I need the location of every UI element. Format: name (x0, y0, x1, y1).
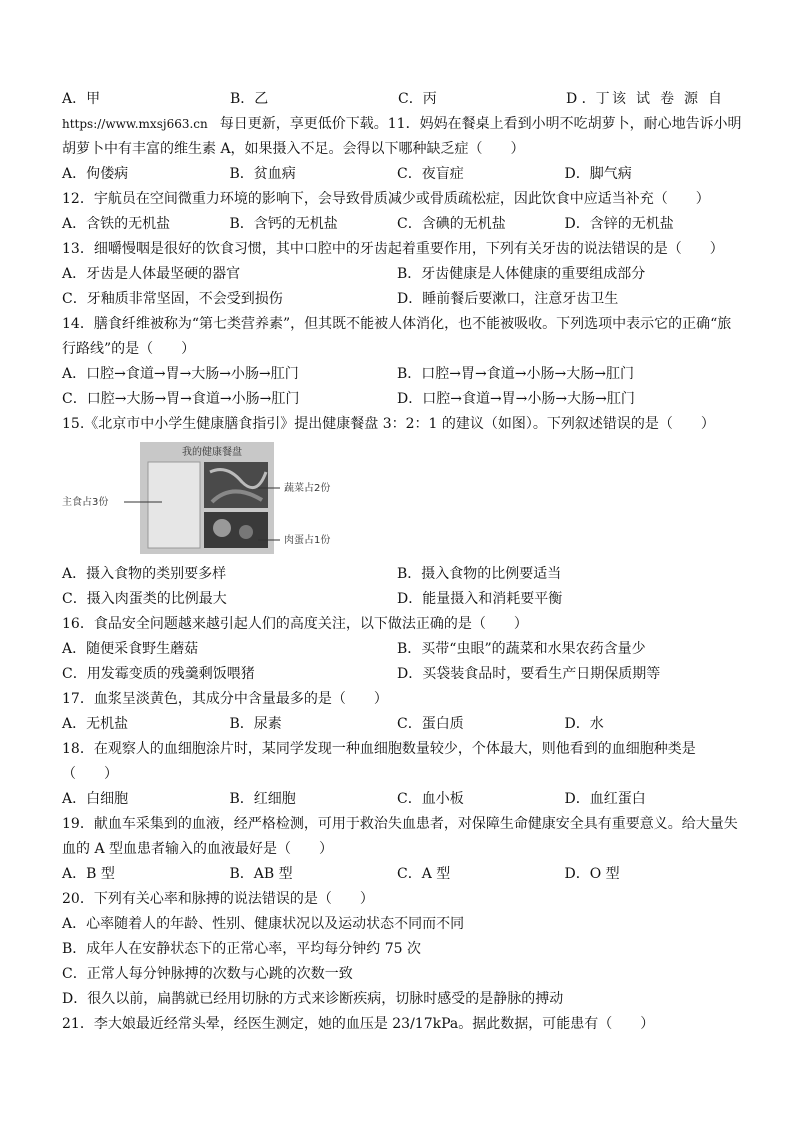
option-c: C．摄入肉蛋类的比例最大 (62, 591, 227, 607)
option-c: C．丙 (398, 91, 437, 107)
option-d: D．水 (564, 716, 604, 732)
q20-option-c: C．正常人每分钟脉搏的次数与心跳的次数一致 (62, 966, 353, 982)
option-c: C．含碘的无机盐 (397, 216, 506, 232)
q14-options-row2 (62, 389, 732, 409)
q11-stem-line2: 胡萝卜中有丰富的维生素 A，如果摄入不足。会得以下哪种缺乏症（ ） (62, 141, 525, 157)
q14-stem-line1: 14．膳食纤维被称为“第七类营养素”，但其既不能被人体消化，也不能被吸收。下列选项中表示它的正确“旅 (62, 316, 732, 332)
healthy-plate-figure (62, 442, 362, 560)
option-b: B．乙 (230, 91, 269, 107)
plate-title: 我的健康餐盘 (182, 447, 242, 458)
option-d: D ．丁 (566, 91, 610, 107)
option-a: A．佝偻病 (62, 166, 129, 182)
q13-options-row1 (62, 264, 732, 284)
q17-stem: 17．血浆呈淡黄色，其成分中含量最多的是（ ） (62, 691, 388, 707)
meat-icon (239, 525, 253, 539)
q11-stem-text: 每日更新，享更低价下载。11．妈妈在餐桌上看到小明不吃胡萝卜，耐心地告诉小明 (219, 116, 742, 132)
q16-options-row1 (62, 639, 732, 659)
option-a: A．摄入食物的类别要多样 (62, 566, 227, 582)
option-d: D．能量摄入和消耗要平衡 (397, 591, 563, 607)
q20-option-a: A．心率随着人的年龄、性别、健康状况以及运动状态不同而不同 (62, 916, 465, 932)
q15-options-row2 (62, 589, 732, 609)
option-d: D．含锌的无机盐 (564, 216, 674, 232)
option-a: A．口腔→食道→胃→大肠→小肠→肛门 (62, 366, 299, 382)
q18-options (62, 789, 732, 809)
option-b: B．牙齿健康是人体健康的重要组成部分 (397, 266, 646, 282)
q18-stem-line2: （ ） (62, 766, 118, 782)
staple-section (148, 462, 200, 548)
q19-options (62, 864, 732, 884)
label-meat: 肉蛋占1份 (284, 535, 331, 546)
q20-option-d: D．很久以前，扁鹊就已经用切脉的方式来诊断疾病，切脉时感受的是静脉的搏动 (62, 991, 564, 1007)
option-c: C．血小板 (397, 791, 464, 807)
option-a: A．随便采食野生蘑菇 (62, 641, 199, 657)
q16-stem: 16．食品安全问题越来越引起人们的高度关注，以下做法正确的是（ ） (62, 616, 528, 632)
q14-options-row1 (62, 364, 732, 384)
option-b: B．买带“虫眼”的蔬菜和水果农药含量少 (397, 641, 646, 657)
option-a: A．白细胞 (62, 791, 129, 807)
option-b: B．含钙的无机盐 (229, 216, 338, 232)
option-a: A．无机盐 (62, 716, 129, 732)
q21-stem: 21．李大娘最近经常头晕，经医生测定，她的血压是 23/17kPa。据此数据，可能患有（ ） (62, 1016, 655, 1032)
label-staple: 主食占3份 (62, 497, 109, 508)
q11-stem-line1 (62, 114, 742, 134)
q16-options-row2 (62, 664, 732, 684)
option-a: A．牙齿是人体最坚硬的器官 (62, 266, 241, 282)
option-d: D．O 型 (564, 866, 620, 882)
option-b: B．尿素 (229, 716, 282, 732)
option-b: B．口腔→胃→食道→小肠→大肠→肛门 (397, 366, 634, 382)
option-d: D．睡前餐后要漱口，注意牙齿卫生 (397, 291, 619, 307)
q20-stem: 20．下列有关心率和脉搏的说法错误的是（ ） (62, 891, 374, 907)
option-c: C．口腔→大肠→胃→食道→小肠→肛门 (62, 391, 300, 407)
option-a: A．B 型 (62, 866, 115, 882)
option-c: C．A 型 (397, 866, 451, 882)
q10-options (62, 89, 732, 109)
site-link[interactable]: https://www.mxsj663.cn (62, 117, 208, 131)
option-c: C．牙釉质非常坚固，不会受到损伤 (62, 291, 283, 307)
option-b: B．红细胞 (229, 791, 296, 807)
q13-options-row2 (62, 289, 732, 309)
q12-options (62, 214, 732, 234)
label-vegetable: 蔬菜占2份 (284, 483, 331, 494)
q18-stem-line1: 18．在观察人的血细胞涂片时，某同学发现一种血细胞数量较少，个体最大，则他看到的血细胞种类是 (62, 741, 696, 757)
egg-icon (213, 519, 231, 537)
option-d: D．脚气病 (564, 166, 632, 182)
option-c: C．蛋白质 (397, 716, 464, 732)
q17-options (62, 714, 732, 734)
option-b: B．摄入食物的比例要适当 (397, 566, 562, 582)
q13-stem: 13．细嚼慢咽是很好的饮食习惯，其中口腔中的牙齿起着重要作用，下列有关牙齿的说法错误的是（ ） (62, 241, 724, 257)
q19-stem-line1: 19．献血车采集到的血液，经严格检测，可用于救治失血患者，对保障生命健康安全具有重要意义。给大量失 (62, 816, 738, 832)
q12-stem: 12．宇航员在空间微重力环境的影响下，会导致骨质减少或骨质疏松症，因此饮食中应适当补充（ ） (62, 191, 710, 207)
q11-options (62, 164, 732, 184)
q15-stem: 15.《北京市中小学生健康膳食指引》提出健康餐盘 3：2：1 的建议（如图）。下列叙述错误的是（ ） (62, 416, 715, 432)
option-d: D．口腔→食道→胃→小肠→大肠→肛门 (397, 391, 635, 407)
source-note: 该试卷源自 (612, 91, 732, 107)
q14-stem-line2: 行路线”的是（ ） (62, 341, 196, 357)
option-d-group (566, 89, 732, 109)
q20-option-b: B．成年人在安静状态下的正常心率，平均每分钟约 75 次 (62, 941, 422, 957)
option-a: A．含铁的无机盐 (62, 216, 171, 232)
q15-options-row1 (62, 564, 732, 584)
option-b: B．AB 型 (229, 866, 293, 882)
q19-stem-line2: 血的 A 型血患者输入的血液最好是（ ） (62, 841, 334, 857)
option-d: D．买袋装食品时，要看生产日期保质期等 (397, 666, 661, 682)
option-c: C．用发霉变质的残羹剩饭喂猪 (62, 666, 255, 682)
option-a: A．甲 (62, 91, 101, 107)
option-c: C．夜盲症 (397, 166, 464, 182)
option-b: B．贫血病 (229, 166, 296, 182)
option-d: D．血红蛋白 (564, 791, 646, 807)
